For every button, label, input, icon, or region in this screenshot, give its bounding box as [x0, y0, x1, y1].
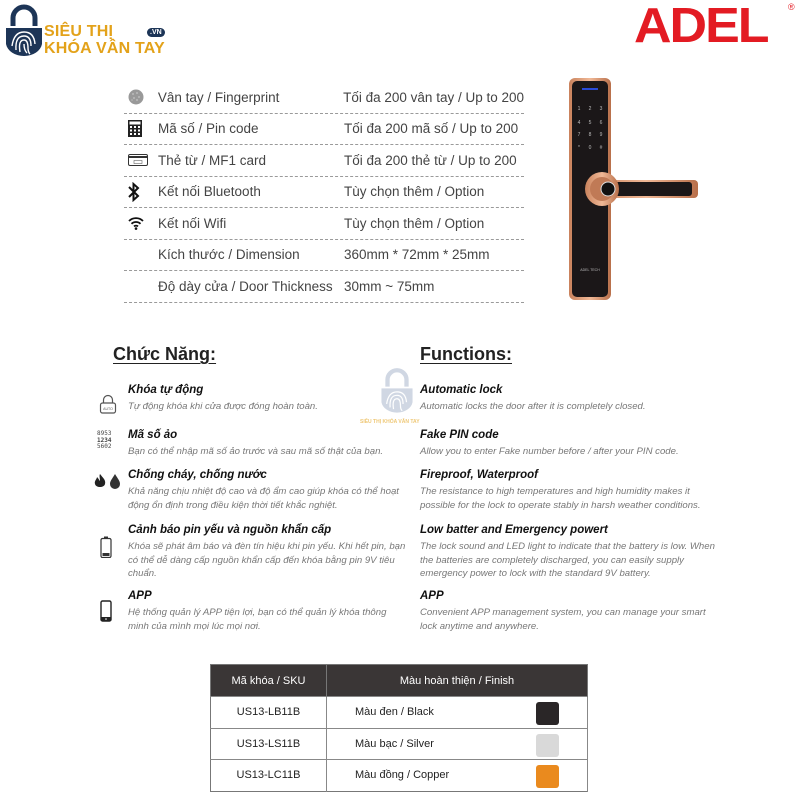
spec-row-pin-code	[124, 114, 524, 146]
feature-title: APP	[420, 590, 444, 602]
spec-label: Mã số / Pin code	[158, 121, 259, 137]
spec-row-wifi	[124, 208, 524, 240]
finish-label: Màu đen / Black	[355, 706, 434, 719]
adel-logo[interactable]: ADEL	[634, 0, 768, 54]
spec-label: Vân tay / Fingerprint	[157, 89, 280, 105]
svg-text:7: 7	[577, 132, 581, 138]
fire-water-icon	[94, 473, 122, 494]
feature-desc: The lock sound and LED light to indicate that the battery is low. When the batteries are completely discharged, you can easily supply emergency power to lock with the standard 9V battery.	[420, 541, 715, 580]
color-swatch-copper	[536, 765, 559, 788]
sku-cell: US13-LC11B	[211, 760, 327, 792]
spec-value: Tối đa 200 mã số / Up to 200	[344, 121, 519, 137]
column-header-sku: Mã khóa / SKU	[211, 665, 327, 697]
sku-cell: US13-LB11B	[211, 697, 327, 729]
finish-cell	[327, 728, 588, 760]
spec-row-bluetooth	[124, 177, 524, 209]
feature-desc: Convenient APP management system, you can manage your smart lock anytime and anywhere.	[420, 607, 706, 632]
table-row	[211, 728, 588, 760]
finish-label: Màu bạc / Silver	[355, 737, 434, 750]
battery-icon	[100, 536, 112, 563]
domain-badge: .VN	[147, 28, 165, 37]
svg-text:3: 3	[599, 106, 603, 112]
feature-title: Low batter and Emergency powert	[420, 524, 608, 536]
svg-text:4: 4	[577, 120, 581, 126]
svg-text:5: 5	[588, 120, 592, 126]
feature-desc: Allow you to enter Fake number before / after your PIN code.	[420, 446, 679, 457]
wifi-icon	[124, 213, 158, 233]
watermark-text: SIÊU THỊ KHÓA VÂN TAY	[360, 419, 420, 425]
svg-text:2: 2	[588, 106, 592, 112]
color-swatch-silver	[536, 734, 559, 757]
spec-table	[124, 82, 524, 303]
store-name	[44, 23, 165, 57]
svg-text:#: #	[599, 145, 603, 151]
product-image-door-lock	[564, 74, 704, 304]
fingerprint-icon	[124, 87, 158, 107]
spec-row-mf1-card	[124, 145, 524, 177]
feature-title: Chống cháy, chống nước	[128, 469, 267, 481]
feature-title: Mã số ảo	[128, 429, 178, 441]
keypad-icon	[124, 119, 158, 139]
feature-desc: Khả năng chịu nhiệt độ cao và độ ẩm cao giúp khóa có thể hoạt động ổn định trong điều kiện thời tiết khắc nghiệt.	[128, 486, 399, 511]
feature-desc: Khóa sẽ phát âm báo và đèn tín hiệu khi pin yếu. Khi hết pin, bạn có thể dễ dàng cấp nguồn khẩn cấp đến khóa bằng pin 9V tiêu chuẩn.	[128, 541, 406, 580]
spec-value: Tùy chọn thêm / Option	[344, 215, 485, 231]
registered-mark: ®	[788, 2, 795, 12]
feature-desc: Bạn có thể nhập mã số ảo trước và sau mã số thật của bạn.	[128, 446, 384, 457]
sku-cell: US13-LS11B	[211, 728, 327, 760]
table-row	[211, 697, 588, 729]
feature-title: APP	[128, 590, 152, 602]
svg-text:ADEL TECH: ADEL TECH	[580, 268, 600, 272]
feature-title: Khóa tự động	[128, 384, 204, 396]
feature-desc: Hệ thống quản lý APP tiện lợi, bạn có thể quản lý khóa thông minh của mình mọi lúc mọi nơi.	[128, 607, 387, 632]
spec-label: Kết nối Wifi	[158, 215, 227, 231]
feature-title: Automatic lock	[420, 384, 503, 396]
feature-desc: Automatic locks the door after it is completely closed.	[420, 401, 646, 412]
fingerprint-padlock-icon	[2, 4, 46, 58]
functions-en-section	[420, 344, 720, 632]
store-name-line1: SIÊU THỊ	[44, 23, 114, 40]
sku-table	[210, 664, 588, 792]
color-swatch-black	[536, 702, 559, 725]
store-name-line2: KHÓA VÂN TAY	[44, 40, 165, 57]
spec-value: Tối đa 200 thẻ từ / Up to 200	[344, 152, 517, 168]
spec-value: Tùy chọn thêm / Option	[344, 184, 485, 200]
spec-row-dimension	[124, 240, 524, 272]
spec-row-fingerprint	[124, 82, 524, 114]
store-logo[interactable]	[2, 4, 182, 60]
feature-desc: Tự động khóa khi cửa được đóng hoàn toàn.	[128, 401, 318, 412]
svg-text:1: 1	[577, 106, 581, 112]
sku-table-header	[211, 665, 588, 697]
functions-en-title: Functions:	[420, 344, 512, 364]
feature-title: Cảnh báo pin yếu và nguồn khẩn cấp	[128, 524, 332, 536]
bluetooth-icon	[124, 182, 158, 202]
smartphone-icon	[100, 600, 112, 627]
functions-vi-title: Chức Năng:	[113, 344, 217, 364]
spec-label: Kết nối Bluetooth	[158, 184, 261, 200]
svg-text:6: 6	[599, 120, 603, 126]
svg-text:AUTO: AUTO	[103, 407, 113, 411]
spec-value: 30mm ~ 75mm	[344, 278, 435, 294]
svg-text:9: 9	[599, 132, 603, 138]
svg-text:8: 8	[588, 132, 592, 138]
feature-title: Fake PIN code	[420, 429, 499, 441]
spec-label: Kích thước / Dimension	[158, 247, 300, 263]
fake-pin-icon: 8953 1234 5602	[97, 430, 112, 450]
column-header-finish: Màu hoàn thiện / Finish	[327, 665, 588, 697]
spec-value: 360mm * 72mm * 25mm	[344, 247, 490, 263]
spec-value: Tối đa 200 vân tay / Up to 200	[343, 89, 524, 105]
auto-lock-icon	[99, 394, 117, 419]
table-row	[211, 760, 588, 792]
feature-desc: The resistance to high temperatures and high humidity makes it possible for the lock to operate stably in harsh weather conditions.	[420, 486, 701, 511]
spec-label: Thẻ từ / MF1 card	[158, 152, 267, 168]
svg-text:*: *	[578, 145, 580, 151]
svg-text:0: 0	[588, 145, 592, 151]
spec-label: Độ dày cửa / Door Thickness	[158, 278, 333, 294]
finish-cell	[327, 760, 588, 792]
feature-title: Fireproof, Waterproof	[420, 469, 538, 481]
finish-cell	[327, 697, 588, 729]
spec-row-door-thickness	[124, 271, 524, 303]
finish-label: Màu đồng / Copper	[355, 769, 450, 782]
card-icon	[124, 150, 158, 170]
